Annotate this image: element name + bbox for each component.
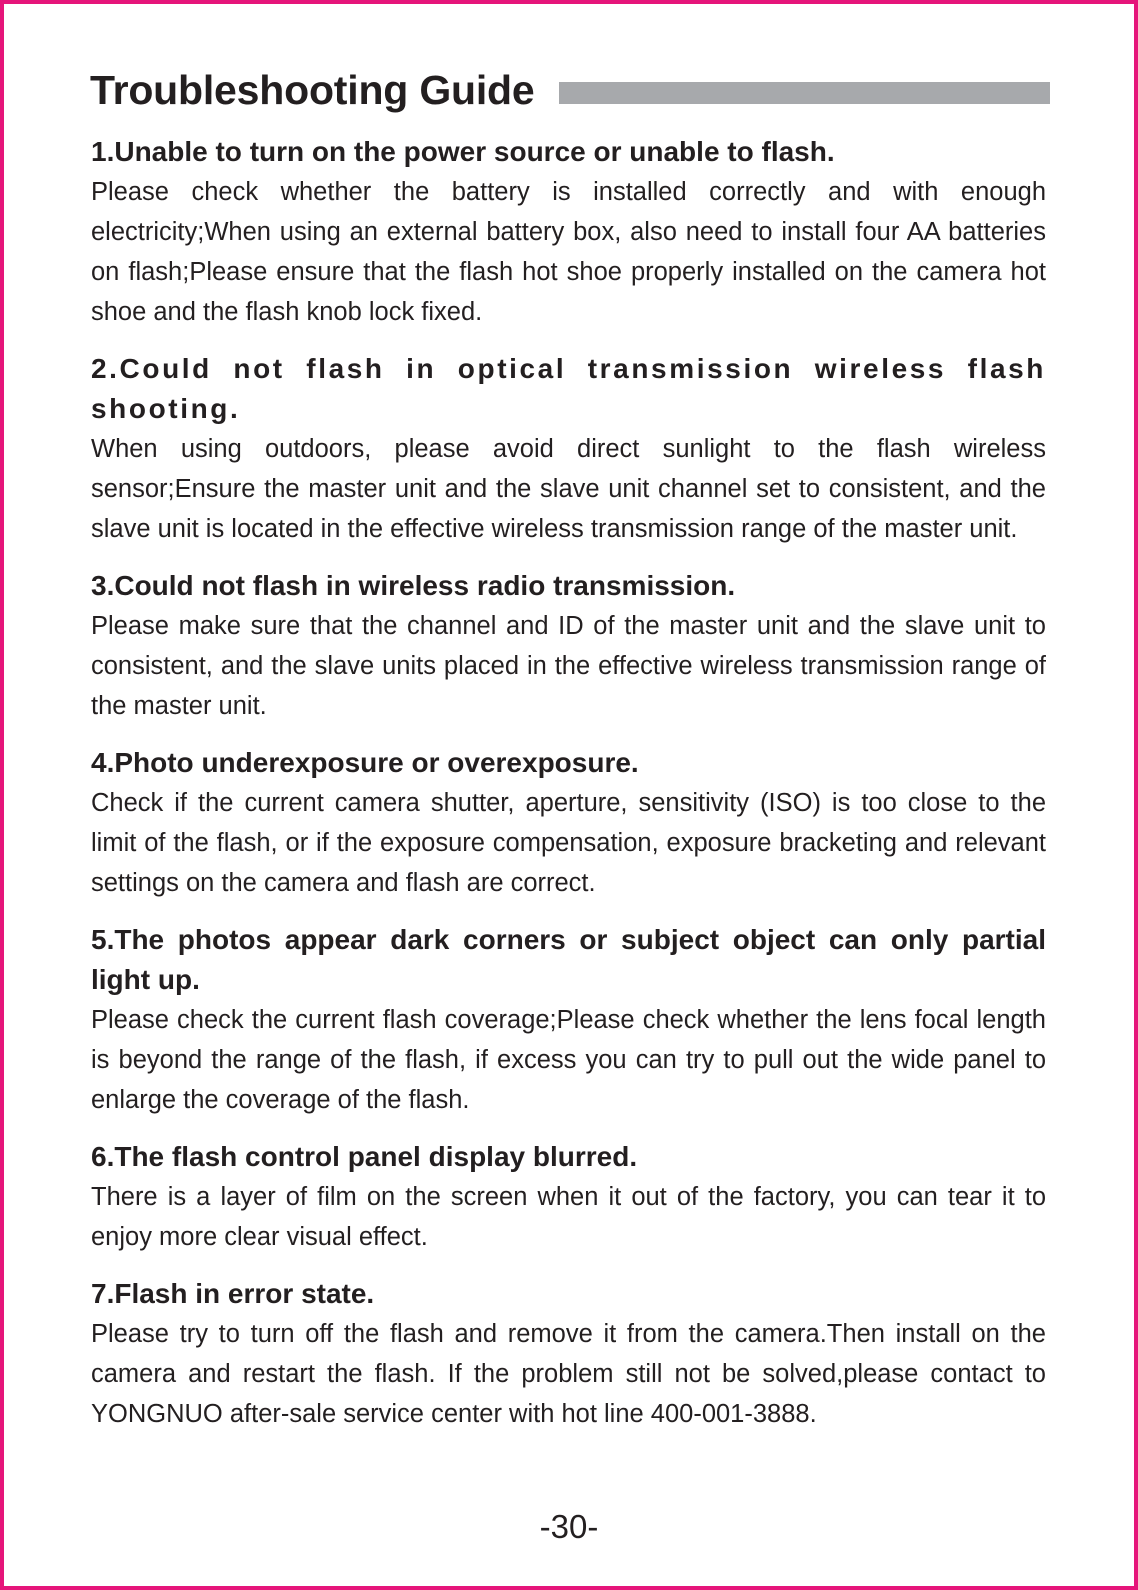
item-heading: 3.Could not flash in wireless radio transmission.: [91, 570, 736, 601]
item-body: Please check whether the battery is installed correctly and with enough electricity;When using an external battery box, also need to install four AA batteries on flash;Please ensure that the flash hot shoe properly installed on the camera hot shoe and the flash knob lock fixed.: [91, 178, 1046, 326]
item-body: There is a layer of film on the screen when it out of the factory, you can tear it to enjoy more clear visual effect.: [91, 1183, 1046, 1251]
item-body: Check if the current camera shutter, aperture, sensitivity (ISO) is too close to the limit of the flash, or if the exposure compensation, exposure bracketing and relevant settings on the camera and flash are correct.: [91, 789, 1046, 897]
troubleshooting-item: [91, 920, 1046, 1120]
troubleshooting-item: [91, 132, 1046, 332]
item-body: Please make sure that the channel and ID of the master unit and the slave unit to consistent, and the slave units placed in the effective wireless transmission range of the master unit.: [91, 612, 1046, 720]
item-body: When using outdoors, please avoid direct sunlight to the flash wireless sensor;Ensure the master unit and the slave unit channel set to consistent, and the slave unit is located in the effective wireless transmission range of the master unit.: [91, 435, 1046, 543]
item-heading: 1.Unable to turn on the power source or unable to flash.: [91, 136, 835, 167]
item-heading: 6.The flash control panel display blurred.: [91, 1141, 638, 1172]
title-row: [90, 62, 1050, 118]
troubleshooting-item: [91, 566, 1046, 726]
troubleshooting-item: [91, 1274, 1046, 1434]
troubleshooting-item: [91, 743, 1046, 903]
page-number: -30-: [539, 1508, 599, 1545]
item-heading: 4.Photo underexposure or overexposure.: [91, 747, 639, 778]
item-heading: 5.The photos appear dark corners or subject object can only partial light up.: [91, 924, 1046, 995]
item-body: Please check the current flash coverage;Please check whether the lens focal length is beyond the range of the flash, if excess you can try to pull out the wide panel to enlarge the coverage of the flash.: [91, 1006, 1046, 1114]
title-decorative-bar: [559, 82, 1051, 104]
troubleshooting-list: [91, 132, 1046, 1451]
page-title: Troubleshooting Guide: [90, 66, 535, 113]
troubleshooting-item: [91, 1137, 1046, 1257]
item-heading: 2.Could not flash in optical transmission wireless flash shooting.: [91, 353, 1046, 424]
item-body: Please try to turn off the flash and remove it from the camera.Then install on the camera and restart the flash. If the problem still not be solved,please contact to YONGNUO after-sale service center with hot line 400-001-3888.: [91, 1320, 1046, 1428]
item-heading: 7.Flash in error state.: [91, 1278, 375, 1309]
troubleshooting-item: [91, 349, 1046, 549]
